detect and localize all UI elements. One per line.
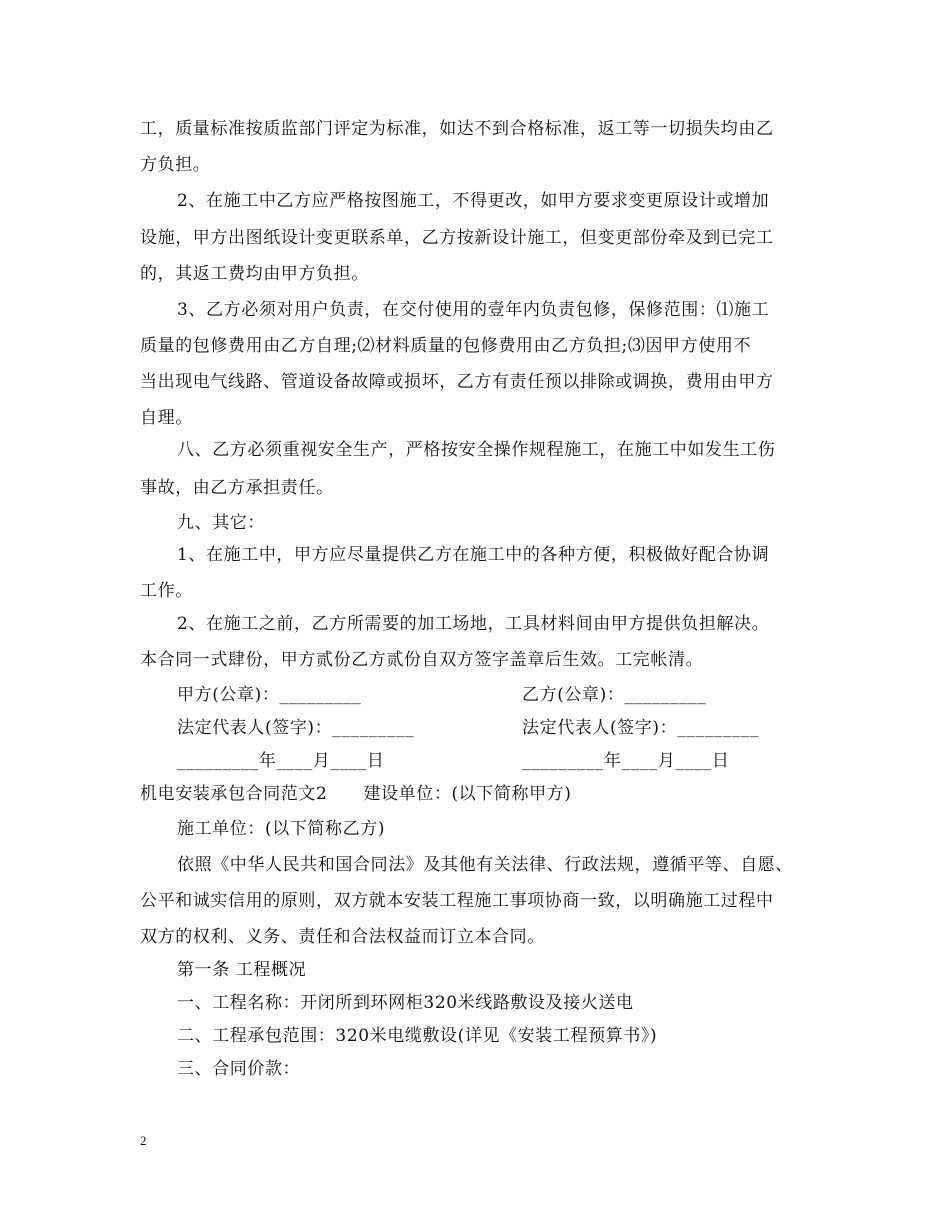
party-a-seal: 甲方(公章)：_________ <box>177 685 362 705</box>
party-a-date: _________年____月____日 <box>177 751 385 771</box>
text-line: 依照《中华人民共和国合同法》及其他有关法律、行政法规，遵循平等、自愿、 <box>177 855 793 875</box>
text-line: 施工单位：(以下简称乙方) <box>177 819 386 839</box>
text-line: 自理。 <box>140 408 193 428</box>
section-heading: 第一条 工程概况 <box>177 960 307 980</box>
party-b-date: _________年____月____日 <box>522 751 730 771</box>
text-line: 设施，甲方出图纸设计变更联系单，乙方按新设计施工，但变更部份牵及到已完工 <box>140 228 774 248</box>
text-line: 三、合同价款： <box>177 1059 301 1079</box>
text-line: 本合同一式肆份，甲方贰份乙方贰份自双方签字盖章后生效。工完帐清。 <box>140 650 704 670</box>
text-line: 3、乙方必须对用户负责，在交付使用的壹年内负责包修，保修范围：⑴施工 <box>177 300 770 320</box>
text-line: 一、工程名称：开闭所到环网柜320米线路敷设及接火送电 <box>177 993 634 1013</box>
text-line: 2、在施工中乙方应严格按图施工，不得更改，如甲方要求变更原设计或增加 <box>177 191 770 211</box>
text-line: 方负担。 <box>140 155 211 175</box>
party-a-representative: 法定代表人(签字)：_________ <box>177 718 415 738</box>
contract-title-line: 机电安装承包合同范文2 建设单位：(以下简称甲方) <box>140 784 572 804</box>
party-b-seal: 乙方(公章)：_________ <box>522 685 707 705</box>
text-line: 工，质量标准按质监部门评定为标准，如达不到合格标准，返工等一切损失均由乙 <box>140 119 774 139</box>
text-line: 当出现电气线路、管道设备故障或损坏，乙方有责任预以排除或调换，费用由甲方 <box>140 372 774 392</box>
text-line: 事故，由乙方承担责任。 <box>140 478 334 498</box>
text-line: 双方的权利、义务、责任和合法权益而订立本合同。 <box>140 927 545 947</box>
page-number: 2 <box>140 1133 147 1148</box>
text-line: 工作。 <box>140 581 193 601</box>
text-line: 质量的包修费用由乙方自理;⑵材料质量的包修费用由乙方负担;⑶因甲方使用不 <box>140 336 752 356</box>
text-line: 公平和诚实信用的原则，双方就本安装工程施工事项协商一致，以明确施工过程中 <box>140 891 774 911</box>
section-heading: 九、其它： <box>177 513 265 533</box>
text-line: 1、在施工中，甲方应尽量提供乙方在施工中的各种方便，积极做好配合协调 <box>177 545 770 565</box>
text-line: 二、工程承包范围：320米电缆敷设(详见《安装工程预算书》) <box>177 1026 658 1046</box>
text-line: 2、在施工之前，乙方所需要的加工场地，工具材料间由甲方提供负担解决。 <box>177 614 770 634</box>
text-line: 的，其返工费均由甲方负担。 <box>140 264 369 284</box>
party-b-representative: 法定代表人(签字)：_________ <box>522 718 760 738</box>
text-line: 八、乙方必须重视安全生产，严格按安全操作规程施工，在施工中如发生工伤 <box>177 440 776 460</box>
